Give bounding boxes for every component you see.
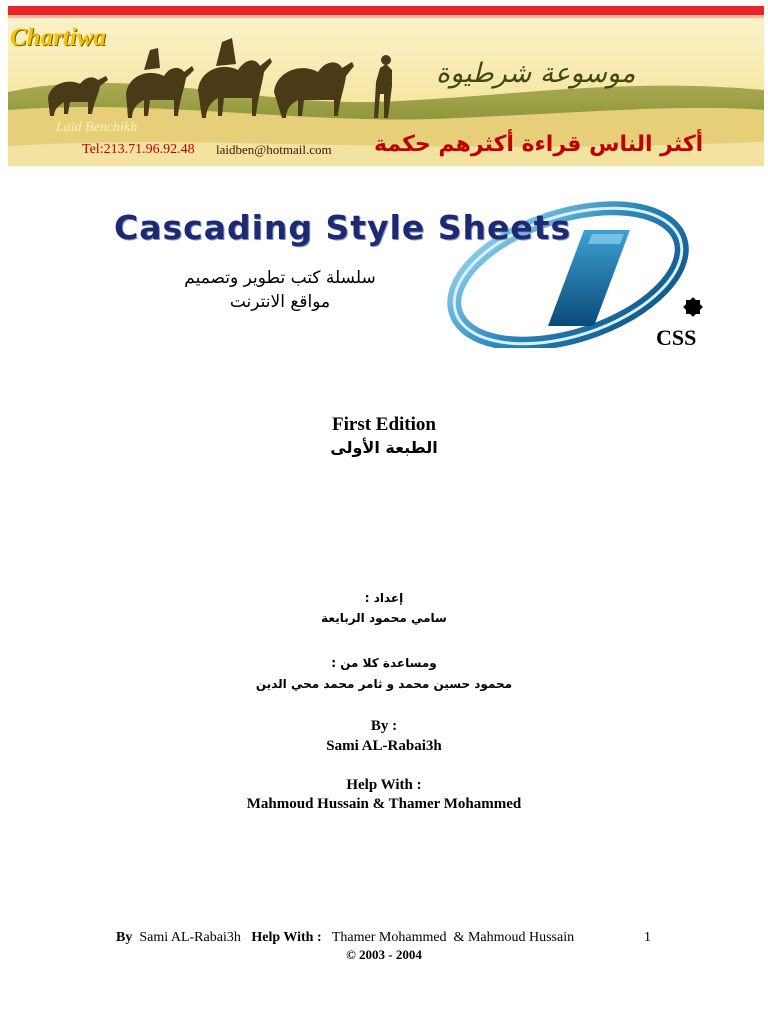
arabic-series-line-2: مواقع الانترنت: [229, 292, 331, 312]
arabic-helpers-names: محمود حسين محمد و ثامر محمد محي الدين: [255, 677, 513, 691]
main-title: Cascading Style Sheets: [114, 208, 572, 247]
footer-author: Sami AL-Rabai3h: [139, 930, 241, 945]
copyright: © 2003 - 2004: [346, 947, 422, 962]
page-footer: [116, 930, 574, 946]
arabic-author-name: سامي محمود الربايعة: [321, 611, 447, 625]
banner-phone: Tel:213.71.96.92.48: [82, 142, 195, 157]
helpers-names: Mahmoud Hussain & Thamer Mohammed: [246, 796, 522, 812]
footer-helpers: Thamer Mohammed & Mahmoud Hussain: [331, 930, 575, 945]
header-banner: [8, 6, 764, 166]
edition-english: First Edition: [332, 414, 436, 435]
banner-email: laidben@hotmail.com: [216, 142, 332, 157]
footer-by-label: By: [116, 930, 133, 945]
eight-point-star-icon: [682, 296, 704, 323]
arabic-prepared-label: إعداد :: [364, 591, 404, 605]
footer-help-label: Help With :: [251, 930, 322, 945]
author-name: Sami AL-Rabai3h: [326, 738, 442, 754]
banner-author: Laid Benchikh: [56, 120, 138, 135]
banner-slogan: أكثر الناس قراءة أكثرهم حكمة: [374, 132, 704, 157]
arabic-encyclopedia-title: موسوعة شرطيوة: [436, 58, 636, 89]
by-label: By :: [370, 718, 398, 734]
help-with-label: Help With :: [346, 777, 422, 793]
edition-arabic: الطبعة الأولى: [330, 438, 438, 457]
css-label: CSS: [656, 325, 697, 350]
page-number: 1: [644, 930, 651, 945]
brand-logo-text: Chartiwa: [10, 24, 106, 51]
arabic-series-line-1: سلسلة كتب تطوير وتصميم: [184, 268, 376, 288]
arabic-series-title: [150, 266, 410, 314]
arabic-help-label: ومساعدة كلا من :: [331, 656, 437, 670]
